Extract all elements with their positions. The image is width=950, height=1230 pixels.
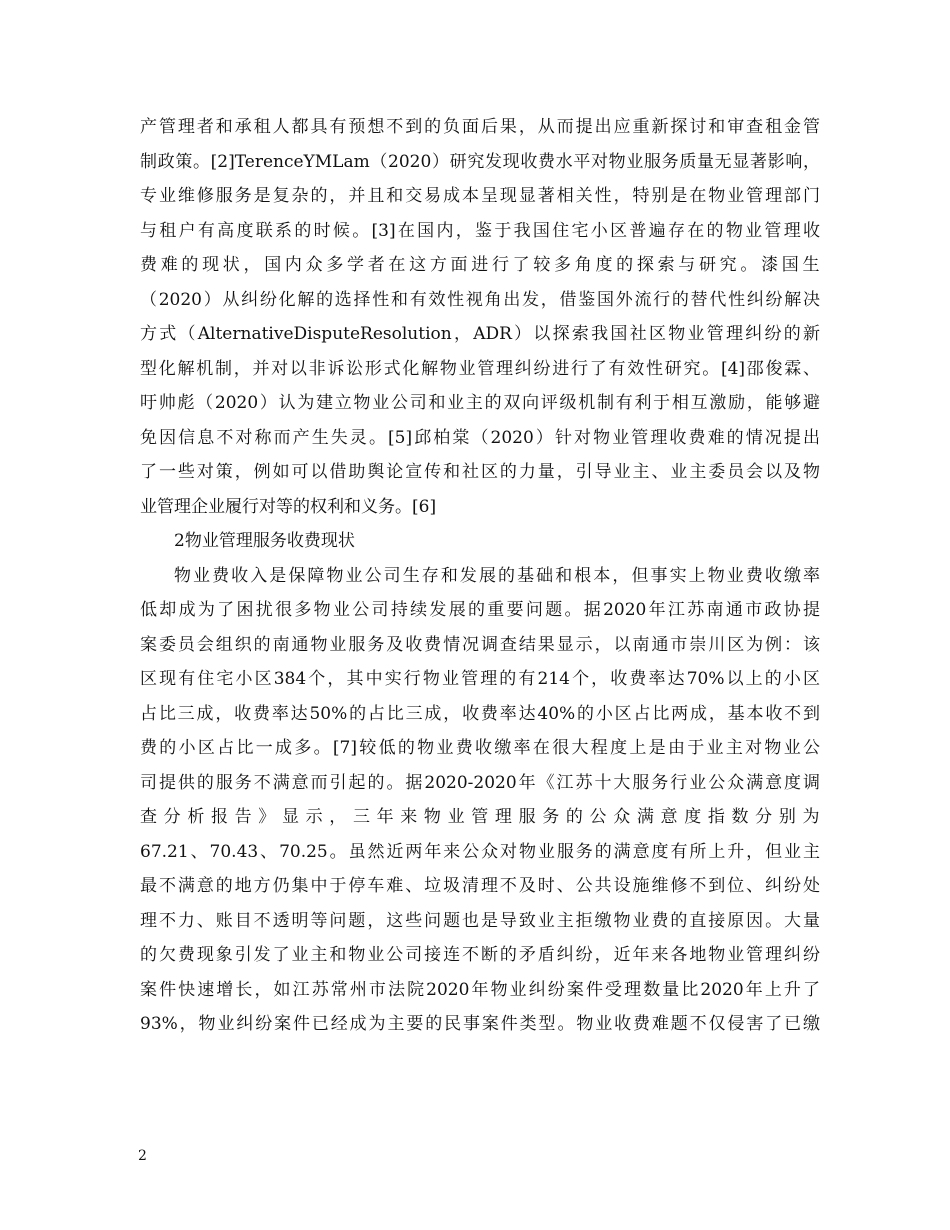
text-line: 司提供的服务不满意而引起的。据2020-2020年《江苏十大服务行业公众满意度调 (140, 772, 820, 793)
text-line: 理不力、账目不透明等问题，这些问题也是导致业主拒缴物业费的直接原因。大量 (140, 910, 820, 931)
body-text (140, 110, 820, 1042)
page-number: 2 (138, 1148, 147, 1164)
text-line: 与租户有高度联系的时候。[3]在国内，鉴于我国住宅小区普遍存在的物业管理收 (140, 220, 820, 241)
text-line: 的欠费现象引发了业主和物业公司接连不断的矛盾纠纷，近年来各地物业管理纠纷 (140, 945, 820, 965)
text-line: 案件快速增长，如江苏常州市法院2020年物业纠纷案件受理数量比2020年上升了 (140, 979, 820, 1000)
text-line: 区现有住宅小区384个，其中实行物业管理的有214个，收费率达70%以上的小区 (140, 669, 820, 689)
text-line: 方式（AlternativeDisputeResolution，ADR）以探索我国社区物业管理纠纷的新 (140, 324, 820, 344)
text-line: 费的小区占比一成多。[7]较低的物业费收缴率在很大程度上是由于业主对物业公 (140, 738, 820, 758)
text-line: 费难的现状，国内众多学者在这方面进行了较多角度的探索与研究。漆国生 (140, 255, 820, 275)
section-heading: 2物业管理服务收费现状 (174, 531, 355, 551)
text-line: 业管理企业履行对等的权利和义务。[6] (140, 496, 437, 517)
text-line: 产管理者和承租人都具有预想不到的负面后果，从而提出应重新探讨和审查租金管 (140, 117, 820, 137)
text-line: 了一些对策，例如可以借助舆论宣传和社区的力量，引导业主、业主委员会以及物 (140, 462, 820, 482)
text-line: 低却成为了困扰很多物业公司持续发展的重要问题。据2020年江苏南通市政协提 (140, 600, 820, 620)
text-line: 最不满意的地方仍集中于停车难、垃圾清理不及时、公共设施维修不到位、纠纷处 (140, 876, 820, 896)
text-line: 案委员会组织的南通物业服务及收费情况调查结果显示，以南通市崇川区为例：该 (140, 634, 820, 655)
text-line: 93%，物业纠纷案件已经成为主要的民事案件类型。物业收费难题不仅侵害了已缴 (140, 1014, 820, 1034)
text-line: 免因信息不对称而产生失灵。[5]邱柏棠（2020）针对物业管理收费难的情况提出 (140, 427, 820, 448)
text-line: 67.21、70.43、70.25。虽然近两年来公众对物业服务的满意度有所上升，但业主 (140, 841, 820, 862)
text-line: 专业维修服务是复杂的，并且和交易成本呈现显著相关性，特别是在物业管理部门 (140, 186, 820, 206)
text-line: 吁帅彪（2020）认为建立物业公司和业主的双向评级机制有利于相互激励，能够避 (140, 393, 820, 413)
text-line: 查分析报告》显示，三年来物业管理服务的公众满意度指数分别为 (140, 807, 820, 827)
text-line: 物业费收入是保障物业公司生存和发展的基础和根本，但事实上物业费收缴率 (174, 565, 820, 586)
text-line: 制政策。[2]TerenceYMLam（2020）研究发现收费水平对物业服务质量无显著影响， (140, 151, 820, 172)
text-line: 型化解机制，并对以非诉讼形式化解物业管理纠纷进行了有效性研究。[4]邵俊霖、 (140, 358, 820, 379)
text-line: （2020）从纠纷化解的选择性和有效性视角出发，借鉴国外流行的替代性纠纷解决 (140, 289, 820, 310)
text-line: 占比三成，收费率达50%的占比三成，收费率达40%的小区占比两成，基本收不到 (140, 703, 820, 724)
